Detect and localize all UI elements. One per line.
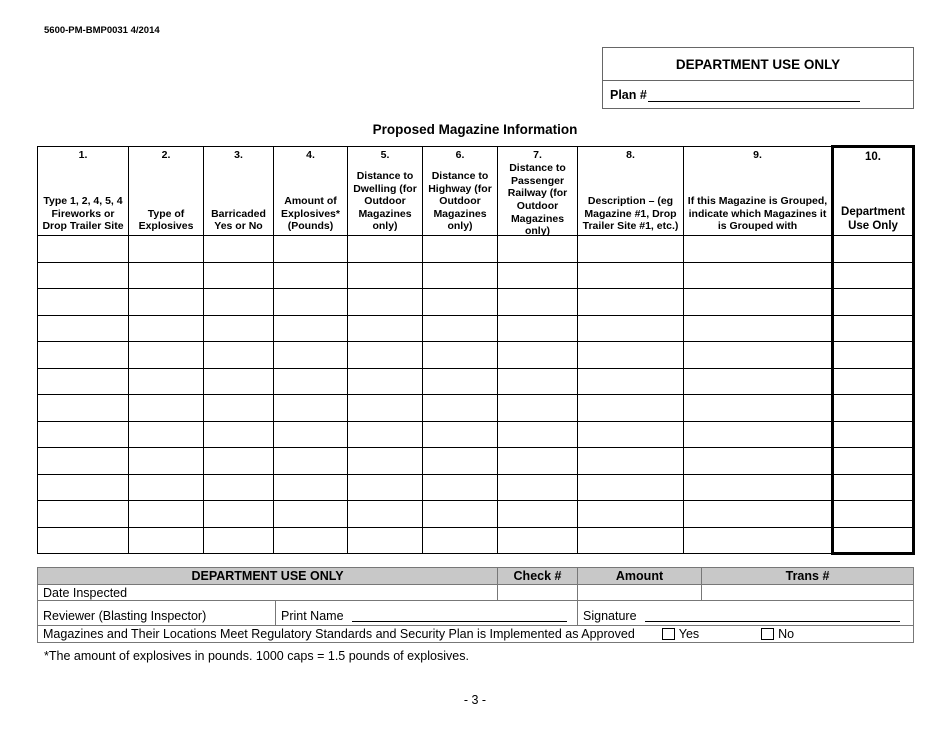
- table-cell[interactable]: [498, 315, 578, 342]
- yes-label: Yes: [678, 627, 700, 641]
- column-header: 9. If this Magazine is Grouped, indicate which Magazines it is Grouped with: [684, 147, 833, 236]
- table-row: [38, 501, 914, 528]
- table-cell[interactable]: [498, 527, 578, 554]
- table-cell[interactable]: [38, 368, 129, 395]
- table-cell[interactable]: [684, 236, 833, 263]
- table-row: [38, 236, 914, 263]
- column-header: 1. Type 1, 2, 4, 5, 4 Fireworks or Drop Trailer Site: [38, 147, 129, 236]
- table-cell[interactable]: [204, 236, 274, 263]
- table-cell[interactable]: [833, 448, 914, 475]
- table-cell[interactable]: [129, 421, 204, 448]
- table-cell[interactable]: [423, 527, 498, 554]
- table-cell[interactable]: [274, 289, 348, 316]
- table-cell[interactable]: [274, 474, 348, 501]
- table-cell[interactable]: [204, 395, 274, 422]
- column-header: 4. Amount of Explosives* (Pounds): [274, 147, 348, 236]
- table-cell[interactable]: [498, 236, 578, 263]
- column-header: 5. Distance to Dwelling (for Outdoor Magazines only): [348, 147, 423, 236]
- table-cell[interactable]: [833, 236, 914, 263]
- footnote: *The amount of explosives in pounds. 1000 caps = 1.5 pounds of explosives.: [44, 649, 469, 663]
- table-cell[interactable]: [274, 368, 348, 395]
- table-cell[interactable]: [833, 368, 914, 395]
- department-use-section: [37, 567, 914, 643]
- reviewer-field[interactable]: [38, 601, 276, 626]
- table-cell[interactable]: [498, 289, 578, 316]
- table-row: [38, 527, 914, 554]
- table-cell[interactable]: [348, 448, 423, 475]
- table-cell[interactable]: [423, 501, 498, 528]
- table-cell[interactable]: [684, 368, 833, 395]
- table-cell[interactable]: [204, 368, 274, 395]
- table-cell[interactable]: [833, 289, 914, 316]
- table-cell[interactable]: [498, 474, 578, 501]
- table-cell[interactable]: [38, 315, 129, 342]
- table-cell[interactable]: [274, 395, 348, 422]
- table-cell[interactable]: [38, 395, 129, 422]
- table-cell[interactable]: [348, 342, 423, 369]
- table-cell[interactable]: [423, 342, 498, 369]
- department-use-box: [602, 47, 914, 109]
- department-use-title: DEPARTMENT USE ONLY: [603, 48, 913, 81]
- print-name-field[interactable]: [276, 601, 578, 626]
- table-cell[interactable]: [348, 527, 423, 554]
- table-cell[interactable]: [274, 448, 348, 475]
- magazine-table: [37, 145, 915, 555]
- table-cell[interactable]: [498, 395, 578, 422]
- amount-header: Amount: [578, 568, 702, 585]
- table-cell[interactable]: [423, 448, 498, 475]
- table-cell[interactable]: [348, 395, 423, 422]
- yes-checkbox[interactable]: [662, 628, 675, 640]
- table-row: [38, 368, 914, 395]
- table-cell[interactable]: [274, 527, 348, 554]
- table-cell[interactable]: [274, 315, 348, 342]
- print-name-label: Print Name: [281, 609, 344, 623]
- column-header: 3. Barricaded Yes or No: [204, 147, 274, 236]
- table-cell[interactable]: [578, 368, 684, 395]
- table-row: [38, 262, 914, 289]
- column-header: 8. Description – (eg Magazine #1, Drop Trailer Site #1, etc.): [578, 147, 684, 236]
- table-cell[interactable]: [204, 342, 274, 369]
- table-cell[interactable]: [498, 501, 578, 528]
- page-number: - 3 -: [463, 693, 487, 707]
- table-cell[interactable]: [348, 368, 423, 395]
- table-cell[interactable]: [204, 315, 274, 342]
- table-cell[interactable]: [204, 448, 274, 475]
- table-cell[interactable]: [274, 342, 348, 369]
- signature-label: Signature: [583, 609, 637, 623]
- table-cell[interactable]: [578, 474, 684, 501]
- table-cell[interactable]: [348, 262, 423, 289]
- column-header: 2. Type of Explosives: [129, 147, 204, 236]
- table-cell[interactable]: [833, 421, 914, 448]
- table-cell[interactable]: [833, 342, 914, 369]
- table-cell[interactable]: [684, 527, 833, 554]
- table-cell[interactable]: [38, 448, 129, 475]
- table-cell[interactable]: [423, 474, 498, 501]
- table-cell[interactable]: [578, 421, 684, 448]
- table-header-row: [38, 147, 914, 236]
- table-cell[interactable]: [129, 342, 204, 369]
- table-title: Proposed Magazine Information: [372, 122, 578, 137]
- table-cell[interactable]: [833, 501, 914, 528]
- table-cell[interactable]: [578, 527, 684, 554]
- table-cell[interactable]: [274, 262, 348, 289]
- table-cell[interactable]: [129, 527, 204, 554]
- table-cell[interactable]: [423, 395, 498, 422]
- table-cell[interactable]: [684, 342, 833, 369]
- plan-number-field[interactable]: [648, 88, 860, 102]
- table-cell[interactable]: [578, 395, 684, 422]
- no-checkbox[interactable]: [761, 628, 774, 640]
- table-cell[interactable]: [204, 501, 274, 528]
- column-header: 6. Distance to Highway (for Outdoor Magazines only): [423, 147, 498, 236]
- table-cell[interactable]: [423, 262, 498, 289]
- reviewer-label: Reviewer (Blasting Inspector): [43, 609, 207, 623]
- table-cell[interactable]: [129, 289, 204, 316]
- table-cell[interactable]: [274, 236, 348, 263]
- signature-line[interactable]: [645, 610, 900, 622]
- table-cell[interactable]: [204, 262, 274, 289]
- table-cell[interactable]: [498, 421, 578, 448]
- table-row: [38, 342, 914, 369]
- table-cell[interactable]: [423, 315, 498, 342]
- table-row: [38, 421, 914, 448]
- table-cell[interactable]: [578, 342, 684, 369]
- table-cell[interactable]: [684, 315, 833, 342]
- table-cell[interactable]: [129, 262, 204, 289]
- table-cell[interactable]: [204, 421, 274, 448]
- table-cell[interactable]: [423, 236, 498, 263]
- trans-number-field[interactable]: [702, 585, 914, 601]
- date-inspected-field[interactable]: [38, 585, 498, 601]
- table-cell[interactable]: [348, 315, 423, 342]
- table-cell[interactable]: [498, 262, 578, 289]
- table-cell[interactable]: [578, 501, 684, 528]
- no-label: No: [778, 627, 795, 641]
- trans-number-header: Trans #: [702, 568, 914, 585]
- table-cell[interactable]: [38, 262, 129, 289]
- table-cell[interactable]: [348, 421, 423, 448]
- plan-number-label: Plan #: [610, 88, 647, 102]
- table-cell[interactable]: [129, 315, 204, 342]
- table-cell[interactable]: [38, 527, 129, 554]
- table-cell[interactable]: [38, 474, 129, 501]
- table-cell[interactable]: [684, 474, 833, 501]
- table-cell[interactable]: [423, 421, 498, 448]
- table-cell[interactable]: [129, 501, 204, 528]
- approval-statement: Magazines and Their Locations Meet Regulatory Standards and Security Plan is Implemented as Approved: [43, 627, 635, 641]
- table-cell[interactable]: [129, 474, 204, 501]
- table-cell[interactable]: [38, 501, 129, 528]
- table-row: [38, 395, 914, 422]
- table-cell[interactable]: [578, 236, 684, 263]
- table-cell[interactable]: [129, 448, 204, 475]
- table-cell[interactable]: [833, 315, 914, 342]
- table-cell[interactable]: [348, 289, 423, 316]
- form-code: 5600-PM-BMP0031 4/2014: [44, 25, 160, 36]
- table-cell[interactable]: [684, 289, 833, 316]
- table-cell[interactable]: [833, 262, 914, 289]
- signature-field[interactable]: [578, 601, 914, 626]
- table-cell[interactable]: [684, 262, 833, 289]
- table-cell[interactable]: [274, 421, 348, 448]
- plan-number-row: [603, 81, 913, 109]
- table-cell[interactable]: [129, 236, 204, 263]
- table-cell[interactable]: [578, 315, 684, 342]
- check-number-field[interactable]: [498, 585, 578, 601]
- table-cell[interactable]: [38, 236, 129, 263]
- column-header-department-use: 10. Department Use Only: [833, 147, 914, 236]
- table-cell[interactable]: [274, 501, 348, 528]
- table-row: [38, 448, 914, 475]
- table-row: [38, 315, 914, 342]
- table-cell[interactable]: [578, 262, 684, 289]
- date-inspected-label: Date Inspected: [43, 585, 128, 600]
- table-cell[interactable]: [684, 421, 833, 448]
- table-cell[interactable]: [129, 368, 204, 395]
- approval-row: [38, 626, 914, 643]
- table-cell[interactable]: [498, 448, 578, 475]
- table-cell[interactable]: [348, 236, 423, 263]
- table-row: [38, 289, 914, 316]
- table-cell[interactable]: [684, 395, 833, 422]
- table-cell[interactable]: [204, 527, 274, 554]
- table-cell[interactable]: [833, 474, 914, 501]
- table-cell[interactable]: [578, 289, 684, 316]
- table-cell[interactable]: [38, 421, 129, 448]
- table-cell[interactable]: [833, 395, 914, 422]
- table-cell[interactable]: [423, 368, 498, 395]
- table-cell[interactable]: [129, 395, 204, 422]
- table-row: [38, 474, 914, 501]
- table-cell[interactable]: [204, 474, 274, 501]
- table-cell[interactable]: [204, 289, 274, 316]
- table-cell[interactable]: [684, 501, 833, 528]
- table-cell[interactable]: [423, 289, 498, 316]
- table-cell[interactable]: [38, 289, 129, 316]
- table-cell[interactable]: [348, 474, 423, 501]
- department-use-header: DEPARTMENT USE ONLY: [38, 568, 498, 585]
- column-header: 7. Distance to Passenger Railway (for Outdoor Magazines only): [498, 147, 578, 236]
- amount-field[interactable]: [578, 585, 702, 601]
- print-name-line[interactable]: [352, 610, 567, 622]
- table-cell[interactable]: [498, 342, 578, 369]
- table-cell[interactable]: [578, 448, 684, 475]
- table-cell[interactable]: [833, 527, 914, 554]
- check-number-header: Check #: [498, 568, 578, 585]
- table-cell[interactable]: [498, 368, 578, 395]
- table-cell[interactable]: [348, 501, 423, 528]
- table-cell[interactable]: [38, 342, 129, 369]
- table-cell[interactable]: [684, 448, 833, 475]
